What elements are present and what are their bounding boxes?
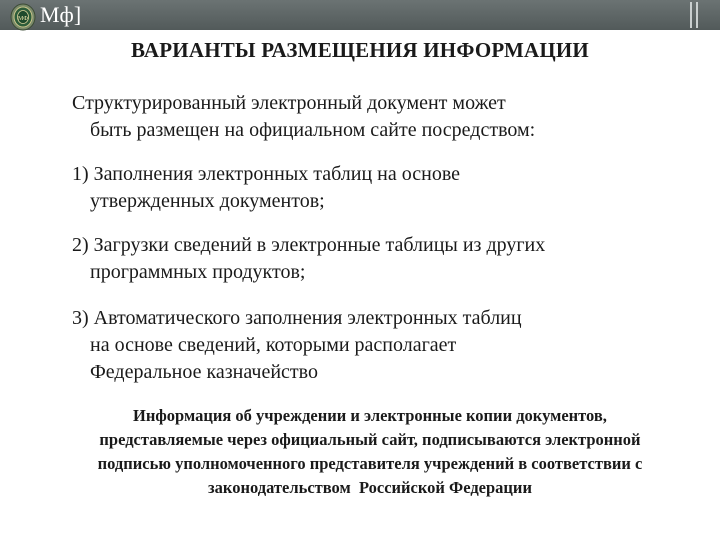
list-item-line: Федеральное казначейство [90,361,318,383]
list-item-line: утвержденных документов; [90,190,325,212]
list-item [72,161,460,215]
list-item [72,232,545,286]
list-item [72,305,522,386]
list-item-line: быть размещен на официальном сайте посредством: [90,119,536,141]
list-item-line: 1) Заполнения электронных таблиц на основе [72,163,461,185]
page-title: ВАРИАНТЫ РАЗМЕЩЕНИЯ ИНФОРМАЦИИ [131,38,589,62]
list-item-line: программных продуктов; [90,261,306,283]
footnote-line: законодательством Российской Федерации [208,478,532,497]
footnote-line: Информация об учреждении и электронные копии документов, [133,406,607,425]
list-item-line: Структурированный электронный документ может [72,92,506,114]
list-item-line: 3) Автоматического заполнения электронных таблиц [72,307,522,329]
brand-text: Мф] [40,2,82,27]
footnote-line: представляемые через официальный сайт, подписываются электронной [99,430,641,449]
footnote-line: подписью уполномоченного представителя учреждений в соответствии с [97,454,643,473]
svg-text:МФ: МФ [18,16,28,22]
header-decoration [690,0,706,30]
footnote [30,404,710,500]
emblem-icon [10,3,36,31]
list-item-line: 2) Загрузки сведений в электронные таблицы из других [72,234,546,256]
list-item [72,90,535,144]
header-band [0,0,720,30]
list-item-line: на основе сведений, которыми располагает [90,334,457,356]
